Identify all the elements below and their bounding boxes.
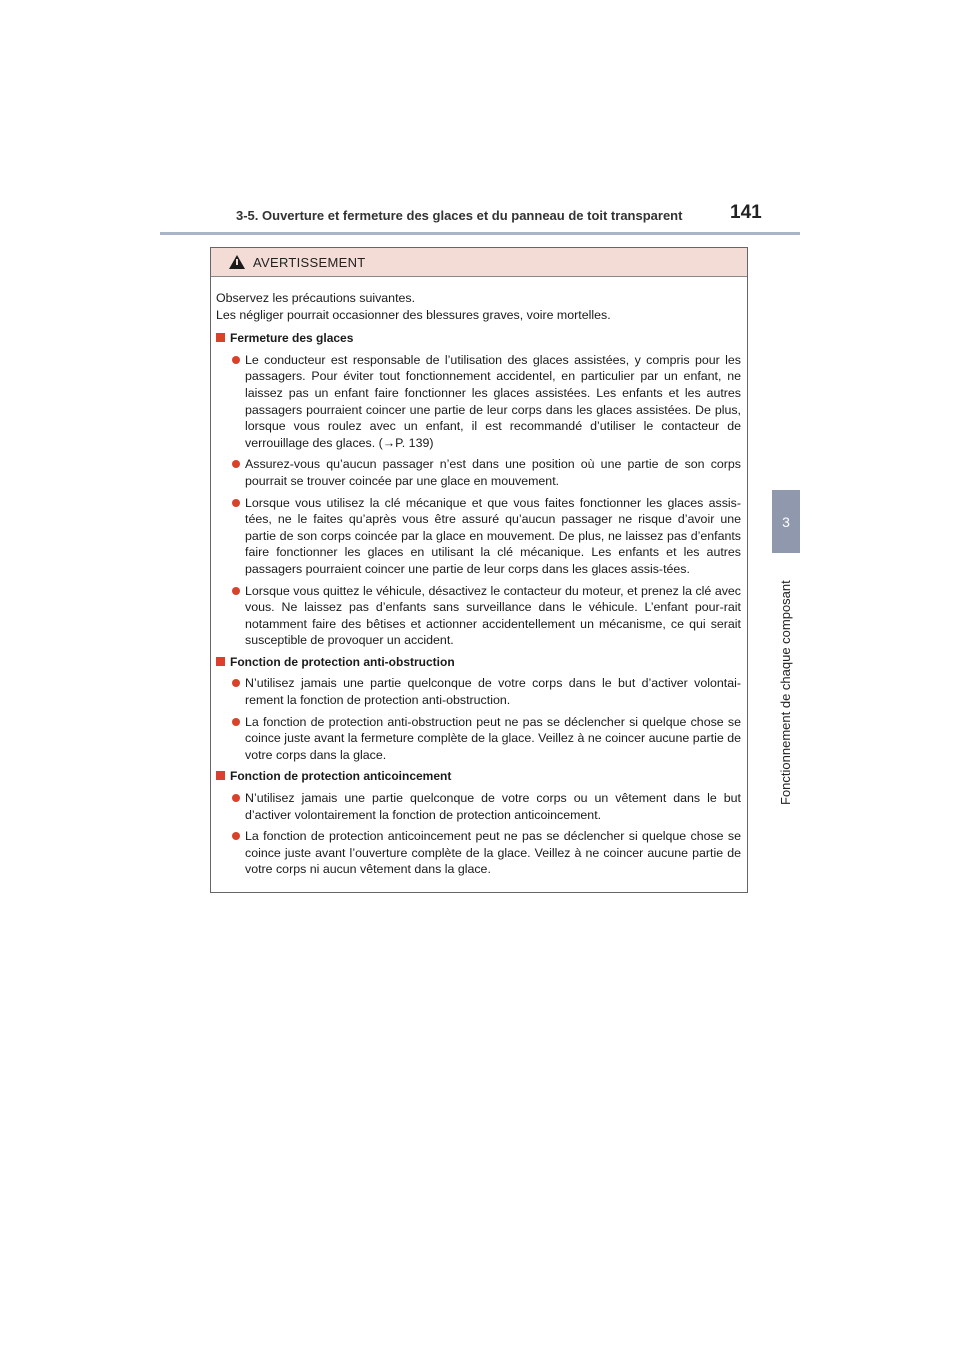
warning-triangle-icon bbox=[229, 255, 245, 269]
section-heading-fermeture bbox=[216, 330, 741, 347]
square-bullet-icon bbox=[216, 771, 225, 780]
list-item bbox=[232, 714, 741, 764]
list-item-text: N’utilisez jamais une partie quelconque de votre corps dans le but d’activer volontai-rement la fonction de protection anti-obstruction. bbox=[245, 676, 741, 708]
list-item bbox=[232, 675, 741, 708]
list-item-text: Le conducteur est responsable de l’utilisation des glaces assistées, y compris pour les passagers. Pour éviter tout fonctionnement accidentel, en particulier par un enfant, ne laissez pas un enfant faire fonctionner les glaces assistées. Les enfants et les autres passagers pourraient coincer une partie de leur corps dans les glaces assistées. De plus, lorsque vous roulez avec un enfant, il est recommandé d’utiliser le contacteur de verrouillage des glaces. (→P. 139) bbox=[245, 352, 741, 450]
section-heading-text: Fonction de protection anticoincement bbox=[230, 769, 452, 784]
round-bullet-icon bbox=[232, 832, 240, 840]
intro-line-2: Les négliger pourrait occasionner des blessures graves, voire mortelles. bbox=[216, 307, 611, 322]
section-heading-anti-obstruction bbox=[216, 654, 741, 671]
warning-box bbox=[210, 247, 748, 893]
round-bullet-icon bbox=[232, 499, 240, 507]
header-rule bbox=[160, 232, 800, 235]
round-bullet-icon bbox=[232, 718, 240, 726]
section-heading-anticoincement bbox=[216, 768, 741, 785]
section-heading-text: Fonction de protection anti-obstruction bbox=[230, 654, 455, 669]
section-title: 3-5. Ouverture et fermeture des glaces et du panneau de toit transparent bbox=[236, 208, 683, 223]
square-bullet-icon bbox=[216, 657, 225, 666]
warning-intro bbox=[216, 290, 741, 323]
list-item bbox=[232, 352, 741, 452]
round-bullet-icon bbox=[232, 587, 240, 595]
list-item bbox=[232, 495, 741, 578]
list-item-text: Lorsque vous quittez le véhicule, désactivez le contacteur du moteur, et prenez la clé avec vous. Ne laissez pas d’enfants sans surveillance dans le véhicule. L’enfant pour-rait notamment faire des bêtises et actionner accidentellement un mécanisme, ce qui serait susceptible de provoquer un accident. bbox=[245, 583, 741, 648]
square-bullet-icon bbox=[216, 333, 225, 342]
list-item-text: La fonction de protection anti-obstruction peut ne pas se déclencher si quelque chose se coince juste avant la fermeture complète de la glace. Veillez à ne coincer aucune partie de votre corps dans la glace. bbox=[245, 714, 741, 762]
chapter-side-label bbox=[778, 555, 793, 805]
chapter-tab bbox=[772, 490, 800, 553]
round-bullet-icon bbox=[232, 794, 240, 802]
chapter-number: 3 bbox=[782, 513, 790, 530]
warning-header bbox=[211, 248, 747, 277]
list-item-text: Lorsque vous utilisez la clé mécanique et que vous faites fonctionner les glaces assis-tées, ne le faites qu’après vous être assuré qu’aucun passager ne risque d’avoir une partie de son corps coincée par la glace en mouvement. De plus, ne laissez pas d’enfants faire fonctionner les glaces en utilisant la clé mécanique. Les enfants et les autres passagers pourraient coincer une partie de leur corps dans les glaces assis-tées. bbox=[245, 495, 741, 576]
round-bullet-icon bbox=[232, 679, 240, 687]
list-item-text: Assurez-vous qu’aucun passager n’est dans une position où une partie de son corps pourrait se trouver coincée par une glace en mouvement. bbox=[245, 457, 741, 488]
intro-line-1: Observez les précautions suivantes. bbox=[216, 291, 416, 305]
section-heading-text: Fermeture des glaces bbox=[230, 331, 354, 346]
list-item bbox=[232, 583, 741, 649]
page-number: 141 bbox=[730, 202, 762, 223]
list-item bbox=[232, 790, 741, 823]
list-item-text: N’utilisez jamais une partie quelconque de votre corps ou un vêtement dans le but d’activer volontairement la fonction de protection anticoincement. bbox=[245, 791, 741, 822]
list-item bbox=[232, 828, 741, 878]
list-item bbox=[232, 456, 741, 489]
round-bullet-icon bbox=[232, 460, 240, 468]
round-bullet-icon bbox=[232, 356, 240, 364]
list-item-text: La fonction de protection anticoincement peut ne pas se déclencher si quelque chose se coince juste avant l’ouverture complète de la glace. Veillez à ne coincer aucune partie de votre corps ni aucun vêtement dans la glace. bbox=[245, 829, 741, 877]
warning-body bbox=[211, 277, 747, 878]
chapter-title: Fonctionnement de chaque composant bbox=[778, 580, 793, 805]
warning-title: AVERTISSEMENT bbox=[253, 254, 366, 270]
